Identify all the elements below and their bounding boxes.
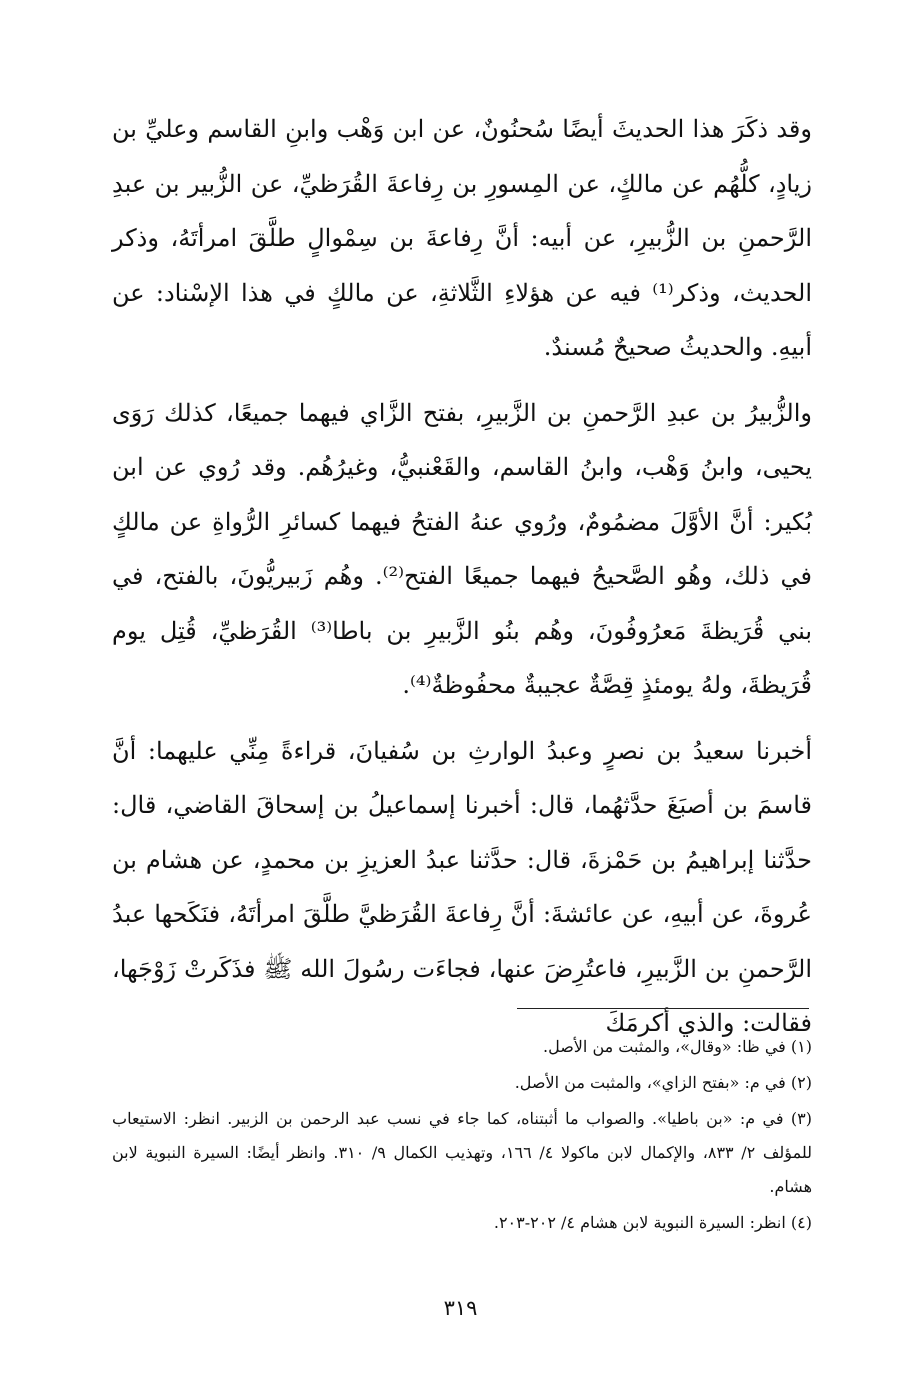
- footnote-1: (١) في ظا: «وقال»، والمثبت من الأصل.: [543, 1037, 812, 1056]
- paragraph-1: وقد ذكَرَ هذا الحديثَ أيضًا سُحنُونٌ، عن ابن وَهْب وابنِ القاسم وعليِّ بن زيادٍ، كلُّهُم عن مالكٍ، عن المِسورِ بن رِفاعةَ القُرَظيِّ، عن الزُّبير بن عبدِ الرَّحمنِ بن الزُّبيرِ، عن أبيه: أنَّ رِفاعةَ بن سِمْوالٍ طلَّقَ امرأتَهُ، وذكر الحديث، وذكر⁽¹⁾ فيه عن هؤلاءِ الثَّلاثةِ، عن مالكٍ في هذا الإسْناد: عن أبيهِ. والحديثُ صحيحٌ مُسندٌ.: [112, 115, 813, 361]
- footnote-4: (٤) انظر: السيرة النبوية لابن هشام ٤/ ٢٠٢-٢٠٣.: [493, 1213, 812, 1232]
- page-number: ٣١٩: [443, 1296, 478, 1320]
- main-text: [112, 102, 812, 1051]
- footnote-separator: [517, 1008, 809, 1009]
- paragraph-3: أخبرنا سعيدُ بن نصرٍ وعبدُ الوارثِ بن سُفيانَ، قراءةً مِنِّي عليهما: أنَّ قاسمَ بن أصبَغَ حدَّثهُما، قال: أخبرنا إسماعيلُ بن إسحاقَ القاضي، قال: حدَّثنا إبراهيمُ بن حَمْزةَ، قال: حدَّثنا عبدُ العزيزِ بن محمدٍ، عن هشام بن عُروةَ، عن أبيهِ، عن عائشةَ: أنَّ رِفاعةَ القُرَظيَّ طلَّقَ امرأتَهُ، فنَكَحها عبدُ الرَّحمنِ بن الزَّبيرِ، فاعتُرِضَ عنها، فجاءَت رسُولَ الله ﷺ فذَكَرتْ زَوْجَها، فقالت: والذي أكرمَكَ: [112, 736, 812, 1037]
- footnote-2: (٢) في م: «بفتح الزاي»، والمثبت من الأصل.: [514, 1073, 812, 1092]
- footnote-3: (٣) في م: «بن باطيا». والصواب ما أثبتناه، كما جاء في نسب عبد الرحمن بن الزبير. انظر: الاستيعاب للمؤلف ٢/ ٨٣٣، والإكمال لابن ماكولا ٤/ ١٦٦، وتهذيب الكمال ٩/ ٣١٠. وانظر أيضًا: السيرة النبوية لابن هشام.: [112, 1109, 812, 1196]
- paragraph-2: والزُّبيرُ بن عبدِ الرَّحمنِ بن الزَّبيرِ، بفتح الزَّاي فيهما جميعًا، كذلك رَوَى يحيى، وابنُ وَهْب، وابنُ القاسم، والقَعْنبيُّ، وغيرُهُم. وقد رُوي عن ابن بُكير: أنَّ الأوَّلَ مضمُومٌ، ورُوي عنهُ الفتحُ فيهما كسائرِ الرُّواةِ عن مالكٍ في ذلك، وهُو الصَّحيحُ فيهما جميعًا الفتح⁽²⁾. وهُم زَبيريُّونَ، بالفتح، في بني قُرَيظةَ مَعرُوفُونَ، وهُم بنُو الزَّبيرِ بن باطا⁽³⁾ القُرَظيِّ، قُتِل يوم قُرَيظةَ، ولهُ يومئذٍ قِصَّةٌ عجيبةٌ محفُوظةٌ⁽⁴⁾.: [112, 398, 812, 699]
- footnotes: [112, 1030, 812, 1242]
